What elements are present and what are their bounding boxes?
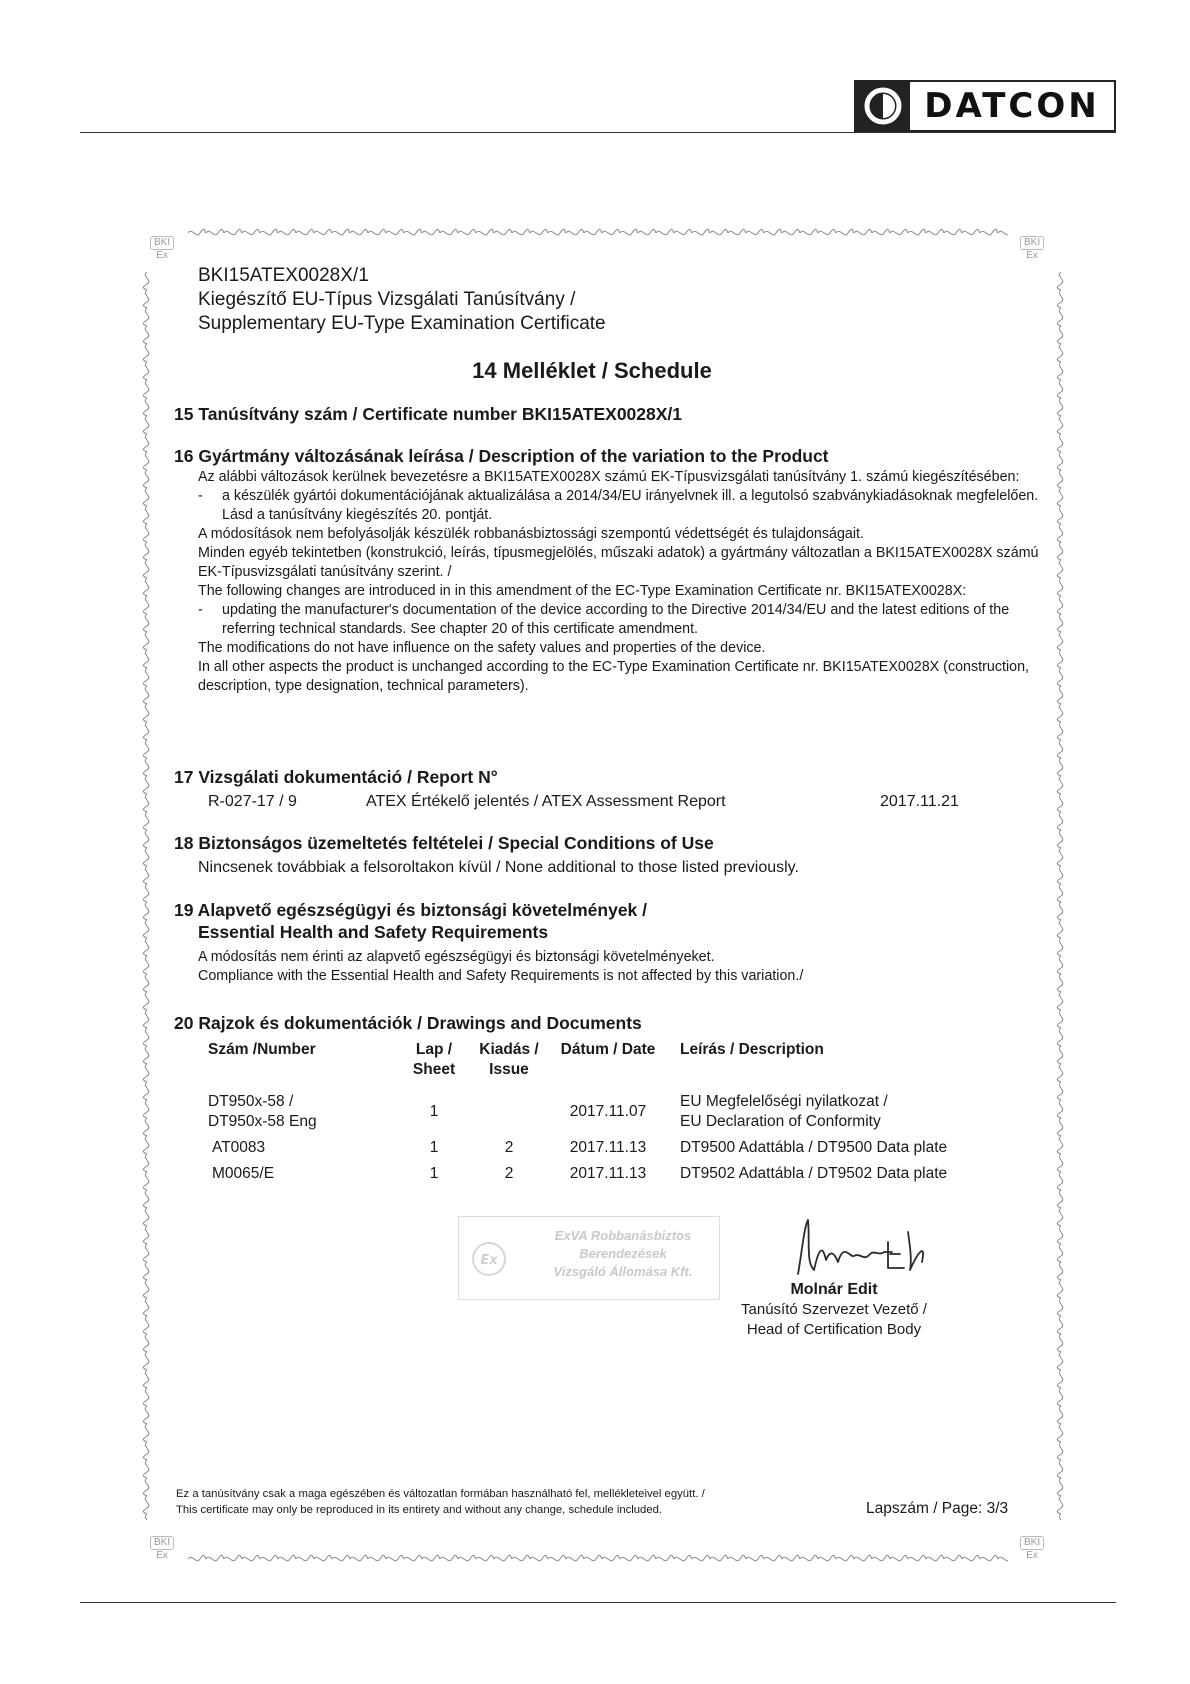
section-19-text: A módosítás nem érinti az alapvető egészségügyi és biztonsági követelményeket. xyxy=(198,949,715,965)
section-16-body xyxy=(198,468,1048,696)
doc-description: DT9502 Adattábla / DT9502 Data plate xyxy=(680,1165,948,1182)
footer-rule xyxy=(80,1602,1116,1603)
signatory-role-en: Head of Certification Body xyxy=(746,1321,922,1338)
doc-issue: 2 xyxy=(504,1139,514,1156)
table-row xyxy=(208,1164,968,1184)
section-19-title-line: Essential Health and Safety Requirements xyxy=(198,922,549,942)
list-item: - updating the manufacturer's documentation of the device according to the Directive 2014/34/EU and the latest editions of the referring technical standards. See chapter 20 of this certificate amendment. xyxy=(198,602,1010,637)
stamp-line: Vizsgáló Állomása Kft. xyxy=(553,1264,693,1279)
section-18-title: 18 Biztonságos üzemeltetés feltételei / Special Conditions of Use xyxy=(174,833,714,853)
signatory-role-hu: Tanúsító Szervezet Vezető / xyxy=(741,1301,927,1318)
list-item: - a készülék gyártói dokumentációjának aktualizálása a 2014/34/EU irányelvnek ill. a legutolsó szabványkiadásoknak megfelelően. Lásd a tanúsítvány kiegészítés 20. pontját. xyxy=(198,488,1039,523)
report-row xyxy=(208,792,1028,812)
section-16-text: A módosítások nem befolyásolják készülék robbanásbiztossági szempontú védettségét és tulajdonságait. xyxy=(198,526,864,542)
footer-note-en: This certificate may only be reproduced in its entirety and without any change, schedule included. xyxy=(176,1504,663,1516)
section-16-text: Minden egyéb tekintetben (konstrukció, leírás, típusmegjelölés, műszaki adatok) a gyártmány változatlan a BKI15ATEX0028X számú EK-Típusvizsgálati tanúsítvány szerint. / xyxy=(198,545,1039,580)
table-row xyxy=(208,1092,968,1132)
doc-number: M0065/E xyxy=(212,1165,275,1182)
drawings-table xyxy=(208,1040,968,1184)
section-16-text: In all other aspects the product is unchanged according to the EC-Type Examination Certificate nr. BKI15ATEX0028X (construction, description, type designation, technical parameters). xyxy=(198,659,1029,694)
col-number-header: Szám /Number xyxy=(208,1041,316,1058)
signatory-name: Molnár Edit xyxy=(790,1281,878,1298)
doc-sheet: 1 xyxy=(429,1165,439,1182)
header-rule xyxy=(80,132,1116,133)
report-number: R-027-17 / 9 xyxy=(208,793,297,810)
col-sheet-header: Lap / Sheet xyxy=(412,1041,456,1078)
section-19-title-line: 19 Alapvető egészségügyi és biztonsági követelmények / xyxy=(174,900,648,920)
section-16-text: Az alábbi változások kerülnek bevezetésre a BKI15ATEX0028X számú EK-Típusvizsgálati tanúsítvány 1. számú kiegészítésében: xyxy=(198,469,1020,485)
doc-description: EU Megfelelőségi nyilatkozat / EU Declaration of Conformity xyxy=(680,1093,888,1130)
table-row xyxy=(208,1138,968,1158)
corner-mark-top-left: BKI Ex xyxy=(150,236,174,262)
footer-note-hu: Ez a tanúsítvány csak a maga egészében és változatlan formában használható fel, mellékleteivel együtt. / xyxy=(176,1488,705,1500)
handwritten-signature xyxy=(788,1212,938,1282)
doc-description: DT9500 Adattábla / DT9500 Data plate xyxy=(680,1139,948,1156)
section-20-title: 20 Rajzok és dokumentációk / Drawings and Documents xyxy=(174,1013,642,1033)
doc-sheet: 1 xyxy=(429,1139,439,1156)
doc-date: 2017.11.07 xyxy=(569,1103,647,1120)
certificate-heading xyxy=(198,264,606,336)
certificate-footer-note xyxy=(176,1486,705,1518)
doc-number: AT0083 xyxy=(212,1139,266,1156)
table-header-row xyxy=(208,1040,968,1080)
datcon-logo-mark-icon xyxy=(856,82,910,130)
corner-mark-bottom-left: BKI Ex xyxy=(150,1536,174,1562)
section-19-title xyxy=(174,899,647,943)
section-16-title: 16 Gyártmány változásának leírása / Description of the variation to the Product xyxy=(174,446,829,466)
ornament-border-bottom xyxy=(188,1552,1008,1566)
drawings-table-wrap xyxy=(208,1040,968,1184)
stamp-emblem-icon xyxy=(469,1239,509,1279)
col-description-header: Leírás / Description xyxy=(680,1041,824,1058)
corner-mark-top-right: BKI Ex xyxy=(1020,236,1044,262)
doc-sheet: 1 xyxy=(429,1103,439,1120)
svg-text:Ex: Ex xyxy=(480,1253,498,1268)
certificate-scan xyxy=(120,218,1064,1562)
datcon-logo-text: DATCON xyxy=(924,86,1100,126)
corner-mark-bottom-right: BKI Ex xyxy=(1020,1536,1044,1562)
schedule-title: 14 Melléklet / Schedule xyxy=(472,358,712,383)
doc-number: DT950x-58 / DT950x-58 Eng xyxy=(208,1093,317,1130)
ornament-border-left xyxy=(140,272,154,1520)
doc-date: 2017.11.13 xyxy=(569,1165,647,1182)
section-16-text: The modifications do not have influence on the safety values and properties of the device. xyxy=(198,640,766,656)
faint-stamp xyxy=(458,1216,720,1300)
report-name: ATEX Értékelő jelentés / ATEX Assessment Report xyxy=(366,793,726,810)
stamp-line: Berendezések xyxy=(579,1246,667,1261)
section-17-title: 17 Vizsgálati dokumentáció / Report N° xyxy=(174,767,498,787)
col-date-header: Dátum / Date xyxy=(560,1041,656,1058)
ornament-border-right xyxy=(1054,272,1068,1520)
certificate-number: BKI15ATEX0028X/1 xyxy=(198,265,369,286)
section-19-body xyxy=(198,948,803,986)
certificate-title-hu: Kiegészítő EU-Típus Vizsgálati Tanúsítvány / xyxy=(198,289,576,310)
ornament-border-top xyxy=(188,226,1008,240)
doc-issue xyxy=(470,1092,548,1132)
page-number: Lapszám / Page: 3/3 xyxy=(866,1500,1009,1517)
col-issue-header: Kiadás / Issue xyxy=(479,1041,539,1078)
stamp-line: ExVA Robbanásbiztos xyxy=(554,1228,692,1243)
section-15-title: 15 Tanúsítvány szám / Certificate number BKI15ATEX0028X/1 xyxy=(174,404,683,424)
signatory-block xyxy=(724,1280,944,1340)
doc-date: 2017.11.13 xyxy=(569,1139,647,1156)
section-16-text: The following changes are introduced in in this amendment of the EC-Type Examination Certificate nr. BKI15ATEX0028X: xyxy=(198,583,967,599)
datcon-logo xyxy=(854,80,1116,132)
section-19-text: Compliance with the Essential Health and Safety Requirements is not affected by this variation./ xyxy=(198,968,804,984)
report-date: 2017.11.21 xyxy=(880,793,959,810)
certificate-title-en: Supplementary EU-Type Examination Certificate xyxy=(198,313,606,334)
doc-issue: 2 xyxy=(504,1165,514,1182)
section-18-text: Nincsenek továbbiak a felsoroltakon kívül / None additional to those listed previously. xyxy=(198,859,799,876)
